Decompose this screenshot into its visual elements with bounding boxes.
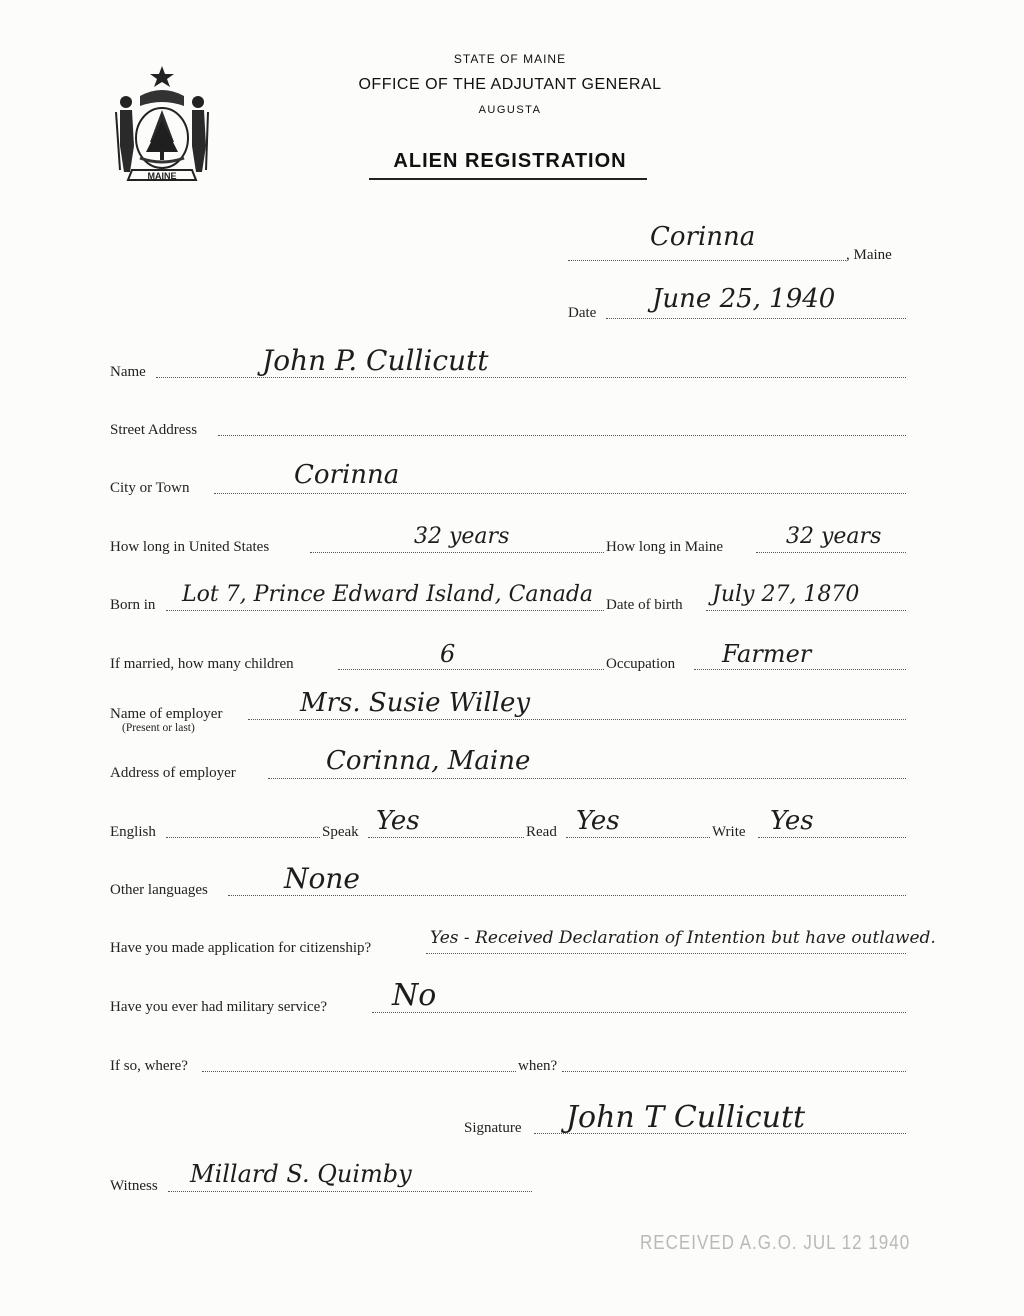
name-value: John P. Cullicutt — [262, 344, 489, 377]
how-long-maine-line — [756, 552, 906, 553]
read-label: Read — [526, 824, 557, 840]
signature-value: John T Cullicutt — [566, 1100, 806, 1135]
header-city: AUGUSTA — [478, 104, 542, 116]
military-line — [372, 1012, 906, 1013]
how-long-maine-label: How long in Maine — [606, 539, 724, 555]
citizenship-value: Yes - Received Declaration of Intention but have outlawed. — [430, 928, 936, 948]
if-so-where-label: If so, where? — [110, 1058, 188, 1074]
when-label: when? — [518, 1058, 558, 1074]
form-title: ALIEN REGISTRATION — [393, 150, 627, 172]
employer-note-label: (Present or last) — [122, 722, 195, 734]
witness-label: Witness — [110, 1178, 158, 1194]
military-value: No — [392, 978, 437, 1013]
how-long-us-line — [310, 552, 604, 553]
speak-line — [368, 837, 524, 838]
town-line — [568, 260, 846, 261]
date-line — [606, 318, 906, 319]
date-of-birth-label: Date of birth — [606, 597, 683, 613]
where-line — [202, 1071, 516, 1072]
date-of-birth-line — [706, 610, 906, 611]
received-stamp: RECEIVED A.G.O. JUL 12 1940 — [640, 1231, 911, 1254]
town-value: Corinna — [650, 222, 756, 252]
employer-name-value: Mrs. Susie Willey — [300, 688, 531, 718]
street-address-label: Street Address — [110, 422, 198, 438]
when-line — [562, 1071, 906, 1072]
employer-name-label: Name of employer — [110, 706, 223, 722]
other-languages-label: Other languages — [110, 882, 208, 898]
how-long-us-value: 32 years — [414, 524, 510, 549]
svg-text:MAINE: MAINE — [147, 171, 177, 181]
how-long-us-label: How long in United States — [110, 539, 270, 555]
employer-address-value: Corinna, Maine — [326, 746, 531, 776]
born-in-line — [166, 610, 604, 611]
maine-suffix-label: , Maine — [846, 247, 892, 263]
write-label: Write — [712, 824, 746, 840]
english-label: English — [110, 824, 156, 840]
signature-label: Signature — [464, 1120, 522, 1136]
header-office: OFFICE OF THE ADJUTANT GENERAL — [358, 76, 662, 93]
header-state: STATE OF MAINE — [453, 52, 567, 66]
name-line — [156, 377, 906, 378]
occupation-label: Occupation — [606, 656, 676, 672]
other-languages-value: None — [284, 862, 360, 895]
city-value: Corinna — [294, 460, 400, 490]
witness-line — [168, 1191, 532, 1192]
military-label: Have you ever had military service? — [110, 999, 327, 1015]
city-label: City or Town — [110, 480, 190, 496]
city-line — [214, 493, 906, 494]
employer-name-line — [248, 719, 906, 720]
employer-address-line — [268, 778, 906, 779]
how-long-maine-value: 32 years — [786, 524, 882, 549]
born-in-value: Lot 7, Prince Edward Island, Canada — [182, 582, 594, 607]
date-of-birth-value: July 27, 1870 — [712, 582, 860, 607]
maine-state-seal-icon — [110, 62, 214, 186]
occupation-value: Farmer — [722, 640, 812, 668]
speak-value: Yes — [376, 806, 420, 836]
english-line — [166, 837, 320, 838]
children-value: 6 — [440, 640, 456, 668]
witness-value: Millard S. Quimby — [190, 1160, 412, 1188]
other-languages-line — [228, 895, 906, 896]
citizenship-line — [426, 953, 906, 954]
born-in-label: Born in — [110, 597, 156, 613]
read-line — [566, 837, 710, 838]
name-label: Name — [110, 364, 146, 380]
children-line — [338, 669, 604, 670]
employer-address-label: Address of employer — [110, 765, 236, 781]
title-underline — [369, 178, 647, 180]
children-label: If married, how many children — [110, 656, 294, 672]
citizenship-label: Have you made application for citizenship? — [110, 940, 372, 956]
date-value: June 25, 1940 — [652, 284, 836, 314]
write-line — [758, 837, 906, 838]
occupation-line — [694, 669, 906, 670]
date-label: Date — [568, 305, 597, 321]
write-value: Yes — [770, 806, 814, 836]
speak-label: Speak — [322, 824, 359, 840]
read-value: Yes — [576, 806, 620, 836]
street-address-line — [218, 435, 906, 436]
